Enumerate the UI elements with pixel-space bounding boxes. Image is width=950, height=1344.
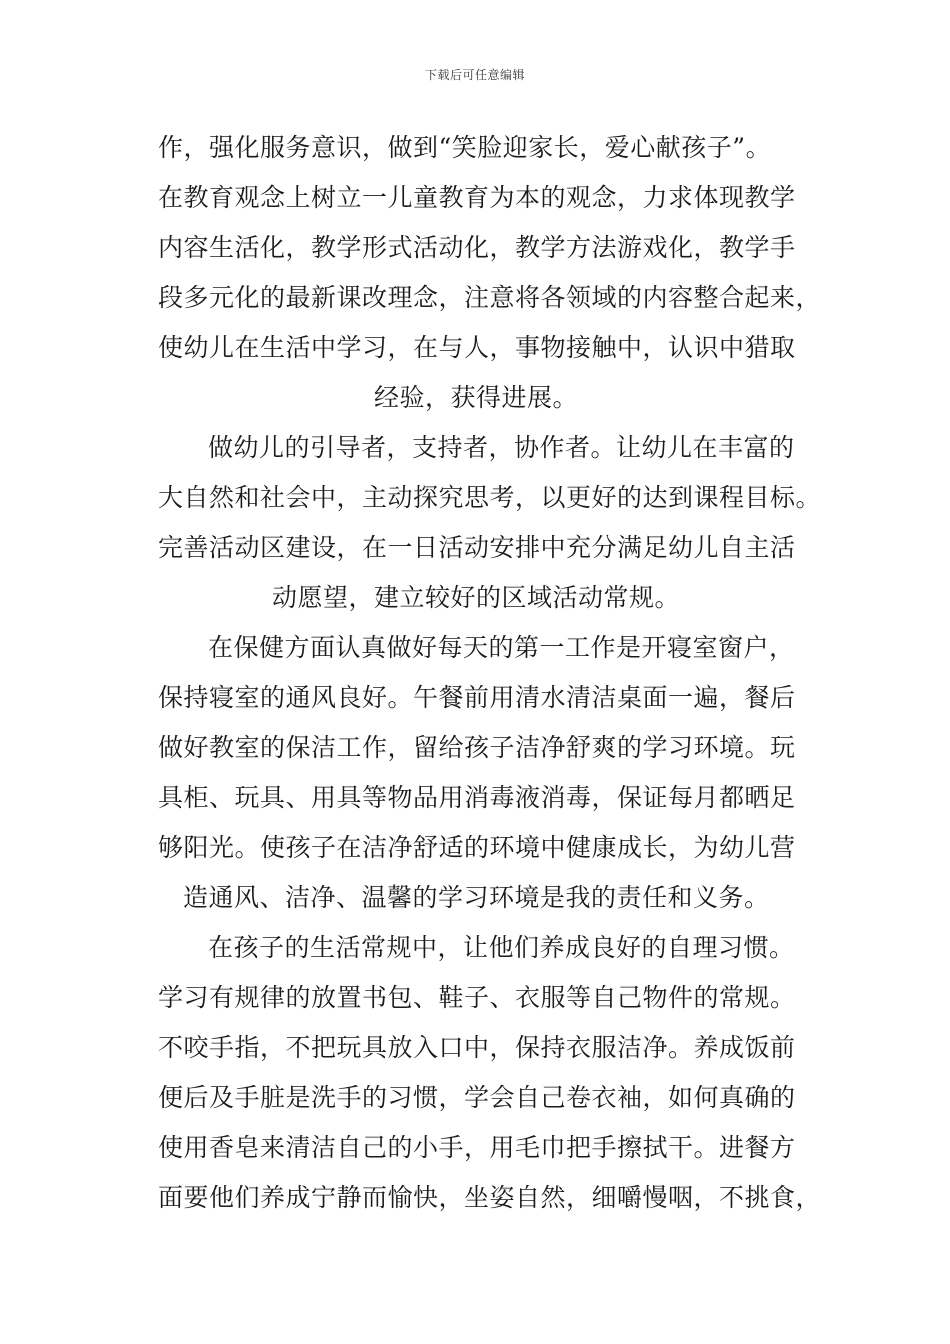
text-line: 使用香皂来清洁自己的小手，用毛巾把手擦拭干。进餐方 (158, 1133, 796, 1162)
text-line: 做好教室的保洁工作，留给孩子洁净舒爽的学习环境。玩 (158, 733, 796, 762)
text-line: 使幼儿在生活中学习，在与人，事物接触中，认识中猎取 (158, 333, 796, 362)
text-line: 做幼儿的引导者，支持者，协作者。让幼儿在丰富的 (208, 433, 795, 462)
text-line: 便后及手脏是洗手的习惯，学会自己卷衣袖，如何真确的 (158, 1083, 796, 1112)
text-line: 段多元化的最新课改理念，注意将各领域的内容整合起来， (158, 283, 822, 312)
text-line: 面要他们养成宁静而愉快，坐姿自然，细嚼慢咽，不挑食， (158, 1183, 822, 1212)
text-line: 动愿望，建立较好的区域活动常规。 (272, 583, 681, 612)
text-line: 经验，获得进展。 (374, 383, 579, 412)
text-line: 在保健方面认真做好每天的第一工作是开寝室窗户， (208, 633, 795, 662)
text-line: 学习有规律的放置书包、鞋子、衣服等自己物件的常规。 (158, 983, 796, 1012)
text-line: 具柜、玩具、用具等物品用消毒液消毒，保证每月都晒足 (158, 783, 796, 812)
text-line: 在孩子的生活常规中，让他们养成良好的自理习惯。 (208, 933, 795, 962)
text-line: 不咬手指，不把玩具放入口中，保持衣服洁净。养成饭前 (158, 1033, 796, 1062)
text-line: 完善活动区建设，在一日活动安排中充分满足幼儿自主活 (158, 533, 796, 562)
text-line: 大自然和社会中，主动探究思考，以更好的达到课程目标。 (158, 483, 822, 512)
text-line: 够阳光。使孩子在洁净舒适的环境中健康成长，为幼儿营 (158, 833, 796, 862)
text-line: 内容生活化，教学形式活动化，教学方法游戏化，教学手 (158, 233, 796, 262)
text-line: 保持寝室的通风良好。午餐前用清水清洁桌面一遍，餐后 (158, 683, 796, 712)
text-line: 作，强化服务意识，做到“笑脸迎家长，爱心献孩子”。 (158, 133, 772, 162)
page-header: 下载后可任意编辑 (424, 68, 525, 82)
text-line: 造通风、洁净、温馨的学习环境是我的责任和义务。 (183, 883, 770, 912)
text-line: 在教育观念上树立一儿童教育为本的观念，力求体现教学 (158, 183, 796, 212)
